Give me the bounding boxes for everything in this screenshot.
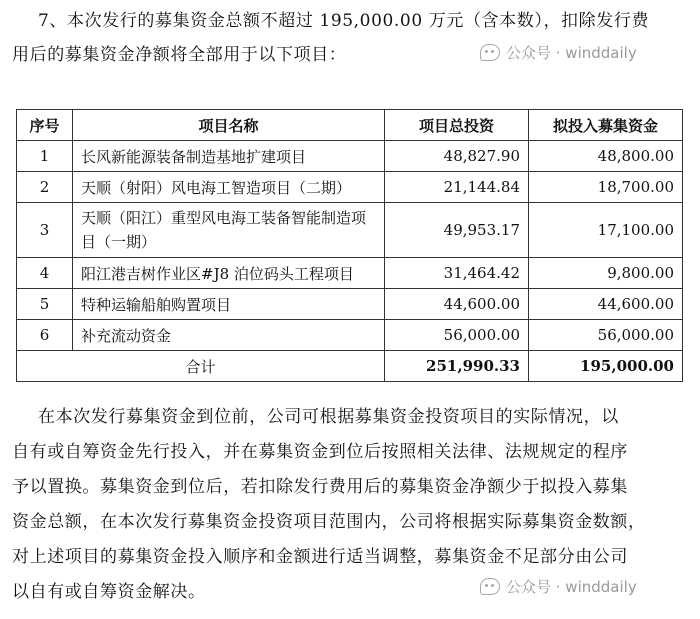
table-row	[17, 258, 683, 289]
header-seq: 序号	[17, 110, 73, 141]
row-name: 补充流动资金	[73, 320, 385, 351]
row-raised: 18,700.00	[529, 172, 683, 203]
table-total-row	[17, 351, 683, 382]
row-name: 长风新能源装备制造基地扩建项目	[73, 141, 385, 172]
row-total: 48,827.90	[385, 141, 529, 172]
table-header-row	[17, 110, 683, 141]
closing-line-4: 资金总额，在本次发行募集资金投资项目范围内，公司将根据实际募集资金数额，	[12, 512, 646, 532]
watermark-text: 公众号 · winddaily	[506, 578, 637, 596]
table-row	[17, 320, 683, 351]
row-total: 56,000.00	[385, 320, 529, 351]
row-seq: 3	[17, 203, 73, 258]
row-name: 天顺（射阳）风电海工智造项目（二期）	[73, 172, 385, 203]
row-raised: 48,800.00	[529, 141, 683, 172]
closing-line-5: 对上述项目的募集资金投入顺序和金额进行适当调整，募集资金不足部分由公司	[12, 547, 628, 567]
row-seq: 2	[17, 172, 73, 203]
watermark-bottom	[480, 576, 637, 597]
closing-line-6: 以自有或自筹资金解决。	[12, 582, 206, 602]
total-investment: 251,990.33	[385, 351, 529, 382]
header-total-investment: 项目总投资	[385, 110, 529, 141]
watermark-text: 公众号 · winddaily	[506, 44, 637, 62]
closing-line-1: 在本次发行募集资金到位前，公司可根据募集资金投资项目的实际情况，以	[38, 407, 619, 427]
row-name: 天顺（阳江）重型风电海工装备智能制造项目（一期）	[73, 203, 385, 258]
row-total: 31,464.42	[385, 258, 529, 289]
wechat-icon	[480, 44, 500, 61]
total-raised: 195,000.00	[529, 351, 683, 382]
table-row	[17, 203, 683, 258]
intro-line-1: 7、本次发行的募集资金总额不超过 195,000.00 万元（含本数），扣除发行费	[38, 11, 650, 31]
fund-usage-table	[16, 109, 683, 382]
row-seq: 5	[17, 289, 73, 320]
row-name: 特种运输船舶购置项目	[73, 289, 385, 320]
header-project-name: 项目名称	[73, 110, 385, 141]
table-row	[17, 172, 683, 203]
intro-line-2: 用后的募集资金净额将全部用于以下项目：	[12, 45, 347, 65]
row-raised: 56,000.00	[529, 320, 683, 351]
wechat-icon	[480, 578, 500, 595]
row-seq: 1	[17, 141, 73, 172]
row-seq: 4	[17, 258, 73, 289]
table-row	[17, 141, 683, 172]
table-row	[17, 289, 683, 320]
row-raised: 44,600.00	[529, 289, 683, 320]
watermark-top	[480, 42, 637, 63]
header-raised-funds: 拟投入募集资金	[529, 110, 683, 141]
closing-line-3: 予以置换。募集资金到位后，若扣除发行费用后的募集资金净额少于拟投入募集	[12, 477, 628, 497]
row-raised: 17,100.00	[529, 203, 683, 258]
row-total: 49,953.17	[385, 203, 529, 258]
row-total: 44,600.00	[385, 289, 529, 320]
closing-line-2: 自有或自筹资金先行投入，并在募集资金到位后按照相关法律、法规规定的程序	[12, 442, 628, 462]
row-seq: 6	[17, 320, 73, 351]
row-name: 阳江港吉树作业区#J8 泊位码头工程项目	[73, 258, 385, 289]
row-raised: 9,800.00	[529, 258, 683, 289]
row-total: 21,144.84	[385, 172, 529, 203]
total-label: 合计	[17, 351, 385, 382]
